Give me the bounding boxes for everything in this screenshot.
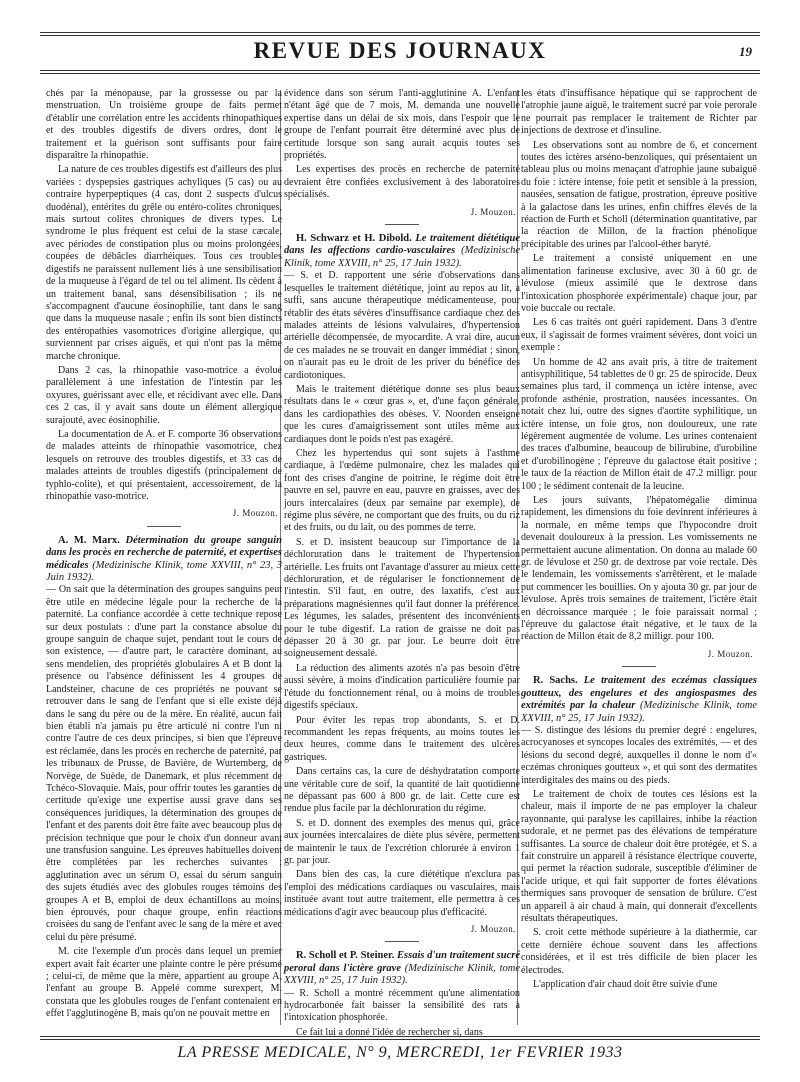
text-column-3 [521,88,757,1028]
article-heading [284,233,520,270]
section-separator [147,526,181,527]
header-rule-top [40,32,760,33]
paragraph: Un homme de 42 ans avait pris, à titre de traitement antisyphilitique, 54 tablettes de 0 gr. 25 de spirocide. Deux semaines plus tard, il commença un ictère intense, avec profonde asthénie, prostration, nausées incessantes. On notait chez lui, outre des signes d'aortite syphilitique, un ictère intense, un foie gros, non douloureux, une rate légèrement augmentée de volume. Les urines contenaient des traces d'albumine, beaucoup de bilirubine, d'urobiline et d'urobilinogène ; l'épreuve du galactose était positive ; le taux de la réaction de Millon était de 47.2 milligr. pour 100 ; le sédiment contenait de la leucine. [521,356,757,492]
paragraph: La documentation de A. et F. comporte 36 observations de malades atteints de rhinopathie vasomotrice, chez lesquels on retrouve des troubles digestifs, et 33 cas de malades atteints de troubles digestifs (principalement de typhlo-colite), et qui présentaient, accessoirement, de la rhinopathie vaso-motrice. [46,428,282,502]
paragraph: Le traitement de choix de toutes ces lésions est la chaleur, mais il importe de ne pas employer la chaleur rayonnante, qui paralyse les capillaires, inhibe la réaction sudorale, et ne permet pas des élévations de température suffisantes. La source de chaleur doit être protégée, et S. a fait construire un appareil à résistance électrique couverte, qui permet la réaction sudorale, susceptible d'éliminer de l'acide urique, et qui fait supporter de fortes élévations thermiques sans provoquer de sensation de brûlure. C'est un appareil à air chaud à main, qui donnerait d'excellents résultats thérapeutiques. [521,788,757,924]
paragraph: S. et D. donnent des exemples des menus qui, grâce aux journées intercalaires de diète plus sévère, permettent de maintenir le taux de l'excrétion chlorurée à environ 1 gr. par jour. [284,817,520,866]
section-separator [622,666,656,667]
footer-issue-line: LA PRESSE MEDICALE, N° 9, MERCREDI, 1er FEVRIER 1933 [177,1044,623,1061]
page-number: 19 [739,44,752,59]
paragraph: Les 6 cas traités ont guéri rapidement. Dans 3 d'entre eux, il s'agissait de formes vraiment sévères, dont voici un exemple : [521,317,757,354]
paragraph: chés par la ménopause, par la grossesse ou par la menstruation. Un troisième groupe de faits permet d'établir une corrélation entre les accidents rhinopathiques et des troubles digestifs de divers ordres, dont le traitement et la guérison sont suffisants pour faire disparaître la rhinopathie. [46,88,282,162]
article-source: (Medizinische Klinik, tome XXVIII, n° 25, 17 Juin 1932). [284,962,521,987]
journal-title: REVUE DES JOURNAUX [253,38,547,63]
paragraph: S. et D. insistent beaucoup sur l'importance de la déchloruration dans le traitement de l'hypertension artérielle. Les fruits ont l'avantage d'assurer au mieux cette déchloruration, et de régulariser le fonctionnement de l'intestin. S'il faut, en outre, des laxatifs, c'est aux préparations magnésiennes qu'il faut donner la préférence. Les légumes, les salades, présentent des inconvénients pour le tube digestif. La ration de graisse ne doit pas dépasser 20 à 30 gr. par jour. Le beurre doit être soigneusement dessalé. [284,536,520,660]
paragraph: les états d'insuffisance hépatique qui se rapprochent de l'atrophie jaune aiguë, le traitement sucré par voie perorale ne pourrait pas remplacer le traitement de Richter par injections de dextrose et d'insuline. [521,88,757,137]
signature: J. Mouzon. [470,206,516,217]
page-header [40,24,760,72]
paragraph: La réduction des aliments azotés n'a pas besoin d'être aussi sévère, à moins d'indication particulière fournie par l'étude du fonctionnement rénal, ou à moins de troubles digestifs spéciaux. [284,662,520,712]
paragraph: Chez les hypertendus qui sont sujets à l'asthme cardiaque, à l'œdème pulmonaire, chez les malades qui font des crises d'angine de poitrine, le régime doit être pauvre en sel, pauvre en eau, pauvre en graisses, avec des jours intercalaires (deux par semaine par exemple), de régime plus sévère, ne comportant que des fruits, ou du riz et des fruits, ou du lait, ou des pommes de terre. [284,447,520,534]
paragraph: évidence dans son sérum l'anti-agglutinine A. L'enfant n'étant âgé que de 7 mois, M. demanda une nouvelle expertise dans un délai de six mois, dans l'espoir que le groupe de l'enfant pourrait être déterminé avec plus de certitude lorsque son sang aurait acquis toutes ses propriétés. [284,88,520,162]
article-title: Détermination du groupe sanguin dans les procès en recherche de paternité, et expertises médicales [46,534,283,571]
paragraph: Pour éviter les repas trop abondants, S. et D. recommandent les repas fréquents, au moins toutes les deux heures, comme dans le traitement des ulcères gastriques. [284,714,520,763]
article-author: R. Scholl et P. Steiner. [296,950,395,962]
article-title: Essais d'un traitement sucré peroral dans l'ictère grave [284,950,520,974]
footer-rule-inner [40,1039,760,1040]
paragraph: Les expertises des procès en recherche de paternité devraient être confiées exclusivement à des laboratoires spécialisés. [284,164,520,201]
paragraph: Dans 2 cas, la rhinopathie vaso-motrice a évolué parallèlement à une infestation de l'intestin par les oxyures, guérissant avec elle, et récidivant avec elle. Dans ces 2 cas, il y avait sans doute un élément allergique surajouté, avec éosinophilie. [46,364,282,426]
paragraph: — S. distingue des lésions du premier degré : engelures, acrocyanoses et syncopes locales des extrémités, — et des lésions du second degré, auxquelles il donne le nom d'« eczémas chroniques goutteux », et qui sont des dermatites interdigitales des mains ou des pieds. [521,724,757,786]
article-author: R. Sachs. [533,675,578,687]
article-author: A. M. Marx. [58,534,120,546]
article-source: (Medizinische Klinik, tome XXVIII, n° 25, 17 Juin 1932). [284,245,520,269]
paragraph: Les observations sont au nombre de 6, et concernent toutes des ictères arséno-benzoliques, qui présentaient un tableau plus ou moins menaçant d'atrophie jaune subaiguë du foie : ictère intense, foie petit et sensible à la pression, nausées, sensation de fatigue, prostration, épreuve positive à la galactose dans les urines, enfin chiffres élevés de la réaction de Furth et Scholl (détermination quantitative, par la réaction de Millon, de la fraction phénolique précipitable des urines par l'alcool-éther baryté. [521,139,757,250]
paragraph: L'application d'air chaud doit être suivie d'une [533,979,718,991]
paragraph: Dans bien des cas, la cure diététique n'exclura pas l'emploi des médications cardiaques ou vasculaires, mais instituée avant tout autre traitement, elle permettra à ces médications d'agir avec beaucoup plus d'efficacité. [284,869,520,918]
header-rule-bottom [40,70,760,71]
page-footer [40,1036,760,1064]
footer-rule [40,1036,760,1037]
section-separator [385,224,419,225]
paragraph: — On sait que la détermination des groupes sanguins peut être utile en médecine légale pour la recherche de la paternité. La confiance accordée à cette technique repose sur deux postulats : d'une part la constance absolue du groupe sanguin de chaque sujet, pendant tout le cours de son existence, — d'autre part, le caractère dominant, au sens mendelien, des propriétés globulaires A et B dont la présence ou l'absence définissent les 4 groupes de Landsteiner, chacune de ces propriétés ne pouvant se retrouver dans le sang de l'enfant que si elle existe déjà dans le sang du père ou de la mère. En réalité, aucun fait bien établi n'a jamais pu être articulé ni contre l'un ni contre l'autre de ces deux principes, si bien que l'épreuve est réclamée, dans les procès en recherche de paternité, par les tribunaux de Prusse, de Bavière, de Wurtemberg, de Norvège, de Suède, de Danemark, et plus récemment de Tchéco-Slovaquie. Mais, pour offrir toutes les garanties de certitude qu'exige une expertise aussi grave dans ses conséquences juridiques, la détermination des groupes de l'enfant et des parents doit être faite avec beaucoup plus de précision technique que pour le choix d'un donneur avant une transfusion sanguine. Les épreuves habituelles doivent être complétées par les recherches suivantes : agglutination avec un sérum O, essai du sérum sanguin des sujets étudiés avec des globules rouges témoins des groupes A et B, emploi de deux échantillons au moins, bien éprouvés, pour chaque groupe, enfin réactions croisées du sang de l'enfant avec le sang de la mère et avec celui du père présumé. [46,584,282,943]
paragraph: La nature de ces troubles digestifs est d'ailleurs des plus variées : dyspepsies gastriques achyliques (5 cas) ou au contraire hyperpeptiques (4 cas, dont 2 suspects d'ulcus duodénal), entérites du grêle ou entéro-colites chroniques, mais surtout colites chroniques de divers types. Le syndrome le plus fréquent est celui de la stase cæcale, avec périodes de constipation plus ou moins prolongées, coupées de débâcles diarrhéiques. Tous ces troubles digestifs ne paraissent nullement liés à une sensibilisation de la muqueuse à l'égard de tel ou tel aliment. Ils cèdent à un traitement banal, sans désensibilisation ; ils ne s'accompagnent d'aucune éosinophilie, tant dans le sang que dans la muqueuse nasale ; enfin ils sont bien distincts des entéropathies vasomotrices d'origine allergique, qui surviennent par crises aiguës, et qui n'ont pas la même marche chronique. [46,164,282,362]
article-heading [284,950,520,987]
paragraph: Le traitement a consisté uniquement en une alimentation farineuse exclusive, avec 30 à 60 gr. de lévulose (mieux assimilé que le dextrose dans l'intoxication phosphorée expérimentale) chaque jour, par voie buccale ou rectale. [521,253,757,314]
signature: J. Mouzon. [470,924,516,934]
paragraph: — R. Scholl a montré récemment qu'une alimentation hydrocarbonée fait baisser la sensibilité des rats à l'intoxication phosphorée. [284,987,520,1024]
text-column-2 [284,88,521,1038]
paragraph: S. croit cette méthode supérieure à la diathermie, car cette dernière échoue souvent dans les affections considérées, et il est très difficile de bien placer les électrodes. [521,927,757,976]
section-separator [385,941,419,942]
paragraph: Ce fait lui a donné l'idée de rechercher si, dans [296,1026,483,1038]
signature: J. Mouzon. [232,508,278,519]
article-heading [521,675,757,725]
paragraph: Les jours suivants, l'hépatomégalie diminua rapidement, les dimensions du foie devinrent inférieures à la normale, en même temps que l'hypocondre droit devenait douloureux à la pression. Les vomissements ne permettaient aucune alimentation. On donna au malade 60 gr. de lévulose et 250 gr. de dextrose par voie rectale. Dès le lendemain, les vomissements s'arrêtèrent, et le malade put commencer les bouillies. On y ajouta 30 gr. par jour de lévulose. Après trois semaines de traitement, l'ictère était en décroissance marquée ; le foie paraissait normal ; l'épreuve du galactose était négative, et le taux de la réaction de Millon était de 8,2 milligr. pour 100. [521,495,757,643]
article-source: (Medizinische Klinik, tome XXVIII, n° 23, 3 Juin 1932). [46,559,283,584]
article-source: (Medizinische Klinik, tome XXVIII, n° 25, 17 Juin 1932). [521,700,757,724]
article-title: Le traitement des eczémas classiques goutteux, des engelures et des angiospasmes des extrémités par la chaleur [521,675,757,712]
paragraph: Dans certains cas, la cure de déshydratation comporte une véritable cure de soif, la quantité de lait quotidienne ne dépassant pas 600 à 800 gr. de lait. Cette cure est rendue plus facile par la déchloruration du régime. [284,766,520,815]
article-title: Le traitement diététique dans les affections cardio-vasculaires [284,233,520,257]
header-rule-top-inner [40,35,760,36]
header-rule-bottom-inner [40,73,760,74]
paragraph: — S. et D. rapportent une série d'observations dans lesquelles le traitement diététique, joint au repos au lit, a suffi, sans aucune thérapeutique médicamenteuse, pour rétablir des états sévères d'insuffisance cardiaque chez des malades atteints de lésions valvulaires, d'hypertension artérielle décompensée, de myocardite. A vrai dire, aucun de ces malades ne se trouvait en danger immédiat ; sinon, on n'aurait pas eu le droit de les priver du bénéfice des cardiotoniques. [284,270,520,381]
text-column-1 [46,88,282,1028]
paragraph: M. cite l'exemple d'un procès dans lequel un premier expert avait fait écarter une plainte contre le père présumé ; celui-ci, de même que la mère, appartient au groupe A, l'enfant au groupe B. Appelé comme surexpert, M. constata que les globules rouges de l'enfant contenaient en effet l'agglutinogène B, mais qu'on ne pouvait mettre en [46,946,282,1020]
signature: J. Mouzon. [707,648,753,659]
article-heading [46,535,282,585]
article-author: H. Schwarz et H. Dibold. [296,233,412,245]
paragraph: Mais le traitement diététique donne ses plus beaux résultats dans le « cœur gras », et, d'une façon générale, dans les cardiopathies des obèses. V. Noorden enseigne que les cures d'amaigrissement sont utiles même aux cardiaques dont le poids n'est pas exagéré. [284,383,520,445]
